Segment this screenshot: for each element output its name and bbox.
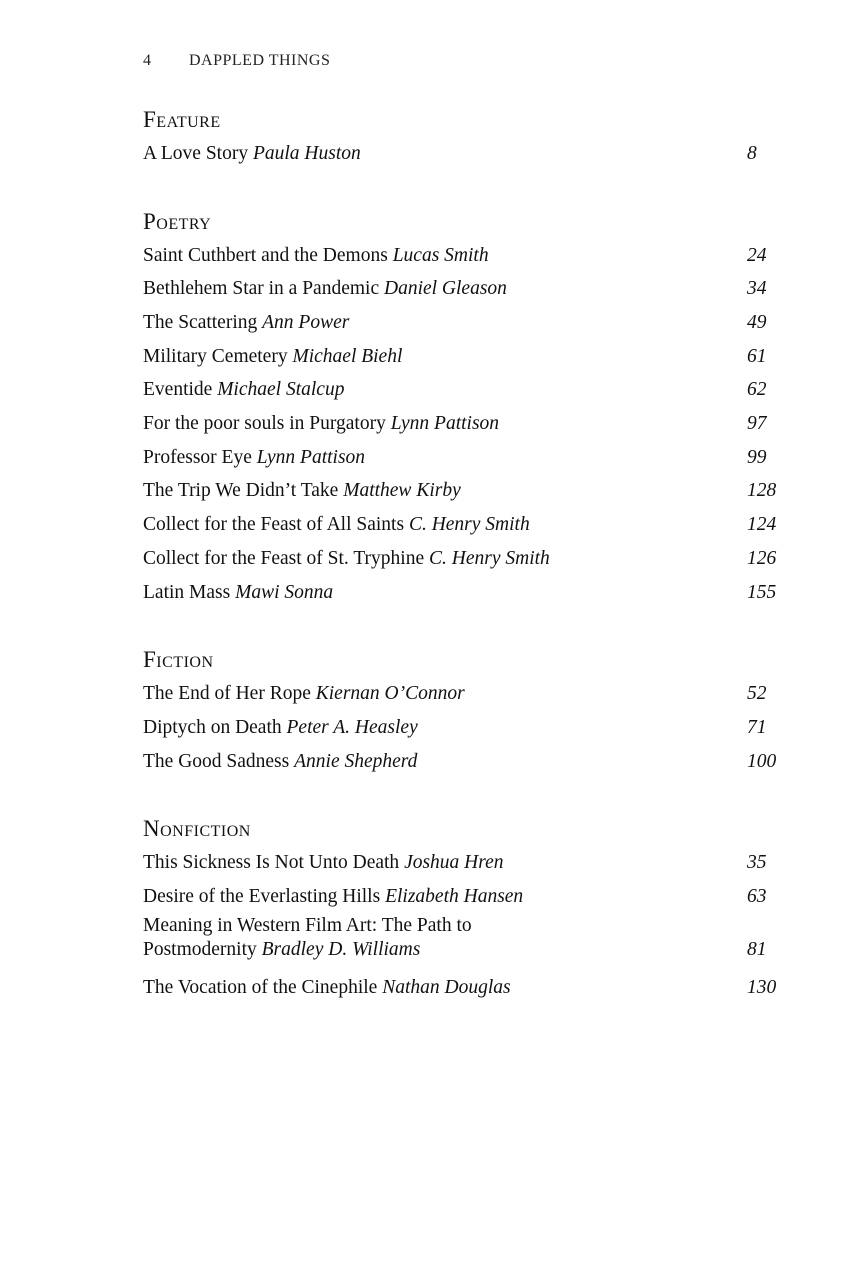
entry-author: Lynn Pattison [390,413,500,435]
entry-text [143,239,747,273]
entry-author: Ann Power [262,312,350,334]
entry-author: Elizabeth Hansen [385,885,524,907]
entry-text [143,677,747,711]
toc-entry [143,239,783,273]
entry-text [143,846,747,880]
entry-page-number: 126 [747,547,777,569]
entry-title: The Scattering [143,312,263,334]
entry-title-line: Meaning in Western Film Art: The Path to [143,914,472,936]
section-heading: Poetry [143,208,212,234]
entry-text [143,576,747,610]
entry-text [143,745,747,779]
entry-text [143,407,747,441]
entry-title: For the poor souls in Purgatory [143,413,391,435]
entry-author: Lynn Pattison [256,446,366,468]
toc-entry [143,407,783,441]
entry-text [143,711,747,745]
section-heading: Feature [143,107,221,132]
entry-page-number: 81 [747,938,767,960]
entry-text [143,542,747,576]
entry-title: Diptych on Death [143,716,287,738]
entry-text [143,373,747,407]
entry-text [143,306,747,340]
entry-author: C. Henry Smith [408,514,530,536]
entry-title: Professor Eye [143,446,257,468]
entry-page-number: 128 [747,480,777,502]
entry-author: Nathan Douglas [382,976,511,998]
entry-title: Military Cemetery [143,345,293,367]
toc-entry [143,576,783,610]
entry-page-number: 71 [747,716,767,738]
toc-section-poetry [143,205,783,610]
entry-title: The Trip We Didn’t Take [143,480,344,502]
toc-entry [143,340,783,374]
toc-entry [143,914,783,971]
entry-page-number: 97 [747,413,767,435]
entry-author: Michael Biehl [292,345,403,367]
toc-entry [143,475,783,509]
entry-author: Paula Huston [252,142,361,164]
entry-author: C. Henry Smith [429,547,550,569]
entry-author: Mawi Sonna [235,581,334,603]
entry-page-number: 61 [747,345,767,367]
entry-text [143,474,747,508]
toc-section-nonfiction [143,812,783,1004]
entry-title: Saint Cuthbert and the Demons [143,244,393,266]
entry-text [143,272,747,306]
entry-author: Daniel Gleason [383,278,507,300]
entry-text [143,441,747,475]
toc-entry [143,880,783,914]
entry-author: Bradley D. Williams [261,938,421,960]
section-heading: Nonfiction [143,816,251,842]
entry-page-number: 34 [747,278,767,300]
entry-page-number: 35 [747,852,767,874]
entry-author: Annie Shepherd [294,750,418,772]
toc-section-feature [143,103,783,171]
entry-page-number: 62 [747,379,767,401]
toc-entry [143,846,783,880]
entry-page-number: 155 [747,581,777,603]
entry-title: Collect for the Feast of St. Tryphine [143,547,429,569]
entry-author: Joshua Hren [404,852,504,874]
entry-author: Lucas Smith [392,244,489,266]
entry-page-number: 99 [747,446,767,468]
entry-page-number: 63 [747,885,767,907]
entry-page-number: 52 [747,683,767,705]
entry-title: Latin Mass [143,581,236,603]
entry-author: Matthew Kirby [343,480,461,502]
entry-page-number: 130 [747,976,777,998]
toc-entry [143,711,783,745]
entry-title: Collect for the Feast of All Saints [143,514,409,536]
entry-author: Michael Stalcup [217,379,345,401]
entry-text [143,971,747,1005]
journal-title: DAPPLED THINGS [189,52,331,69]
toc-entry [143,373,783,407]
entry-page-number: 24 [747,244,767,266]
entry-text [143,508,747,542]
entry-title: The Vocation of the Cinephile [143,976,383,998]
entry-author: Kiernan O’Connor [315,683,465,705]
entry-title: A Love Story [143,142,253,164]
entry-title: Eventide [143,379,218,401]
toc-entry [143,971,783,1005]
entry-title: This Sickness Is Not Unto Death [143,852,405,874]
table-of-contents [143,103,783,1038]
toc-entry [143,542,783,576]
running-head [143,52,330,70]
toc-entry [143,272,783,306]
entry-title: Postmodernity [143,938,262,960]
toc-entry [143,441,783,475]
page-number: 4 [143,52,152,69]
toc-entry [143,137,783,171]
entry-text [143,880,747,914]
toc-entry [143,745,783,779]
toc-section-fiction [143,643,783,778]
entry-page-number: 100 [747,750,777,772]
entry-title: The End of Her Rope [143,683,316,705]
entry-title: The Good Sadness [143,750,295,772]
section-heading: Fiction [143,647,214,673]
toc-entry [143,677,783,711]
entry-text [143,914,747,962]
entry-text [143,137,747,171]
entry-page-number: 8 [747,142,757,164]
entry-author: Peter A. Heasley [286,716,418,738]
toc-entry [143,306,783,340]
entry-title: Bethlehem Star in a Pandemic [143,278,384,300]
toc-entry [143,508,783,542]
entry-page-number: 124 [747,514,777,536]
entry-page-number: 49 [747,312,767,334]
entry-title: Desire of the Everlasting Hills [143,885,386,907]
entry-text [143,340,747,374]
